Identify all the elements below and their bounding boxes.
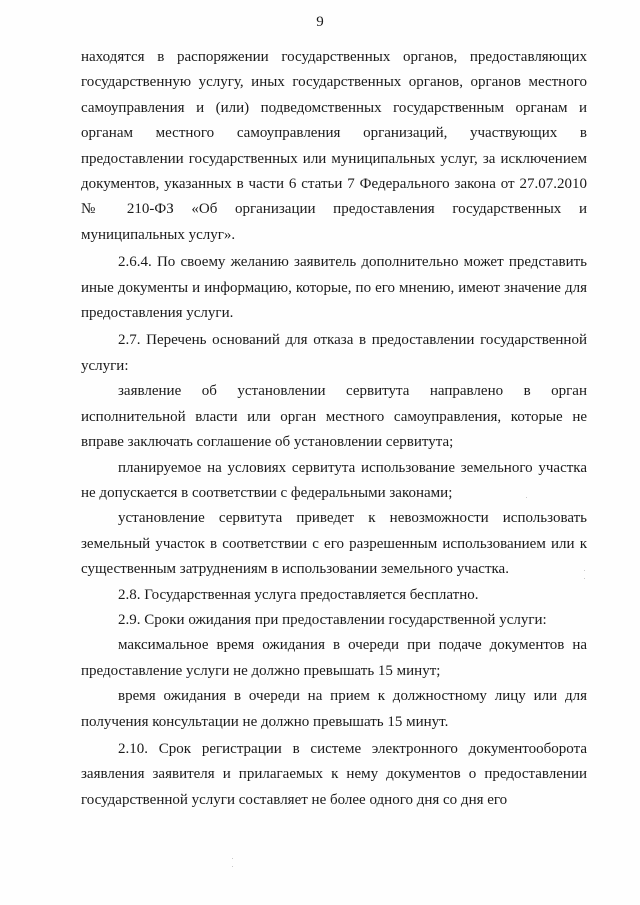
paragraph-continuation: находятся в распоряжении государственных органов, предоставляющих государственную услугу, иных государственных органов, органов местного самоуправления и (или) подведомственных государственным органам и органам местного самоуправления организаций, участвующих в предоставлении государственных или муниципальных услуг, за исключением документов, указанных в части 6 статьи 7 Федерального закона от 27.07.2010 № 210-ФЗ «Об организации предоставления государственных и муниципальных услуг».: [81, 49, 587, 243]
refusal-ground-1: заявление об установлении сервитута направлено в орган исполнительной власти или орган местного самоуправления, которые не вправе заключать соглашение об установлении сервитута;: [81, 383, 587, 451]
scan-speck: [232, 858, 233, 859]
paragraph-2-9: 2.9. Сроки ожидания при предоставлении государственной услуги:: [118, 611, 547, 628]
paragraph-2-8: 2.8. Государственная услуга предоставляется бесплатно.: [118, 586, 479, 603]
scan-speck: [526, 497, 527, 498]
refusal-ground-2: планируемое на условиях сервитута использование земельного участка не допускается в соответствии с федеральными законами;: [81, 459, 587, 501]
refusal-ground-3: установление сервитута приведет к невозможности использовать земельный участок в соответствии с его разрешенным использованием или к существенным затруднениям в использовании земельного участка.: [81, 510, 587, 578]
scan-speck: [584, 570, 585, 571]
scan-speck: [584, 578, 585, 579]
page-number: 9: [316, 14, 324, 30]
waiting-time-consultation: время ожидания в очереди на прием к должностному лицу или для получения консультации не должно превышать 15 минут.: [81, 688, 587, 730]
paragraph-2-10: 2.10. Срок регистрации в системе электронного документооборота заявления заявителя и прилагаемых к нему документов о предоставлении государственной услуги составляет не более одного дня со дня его: [81, 740, 587, 808]
document-body: [81, 45, 587, 813]
paragraph-2-7: 2.7. Перечень оснований для отказа в предоставлении государственной услуги:: [81, 332, 587, 374]
paragraph-2-6-4: 2.6.4. По своему желанию заявитель дополнительно может представить иные документы и информацию, которые, по его мнению, имеют значение для предоставления услуги.: [81, 254, 587, 322]
scan-speck: [232, 866, 233, 867]
waiting-time-submission: максимальное время ожидания в очереди при подаче документов на предоставление услуги не должно превышать 15 минут;: [81, 637, 587, 679]
